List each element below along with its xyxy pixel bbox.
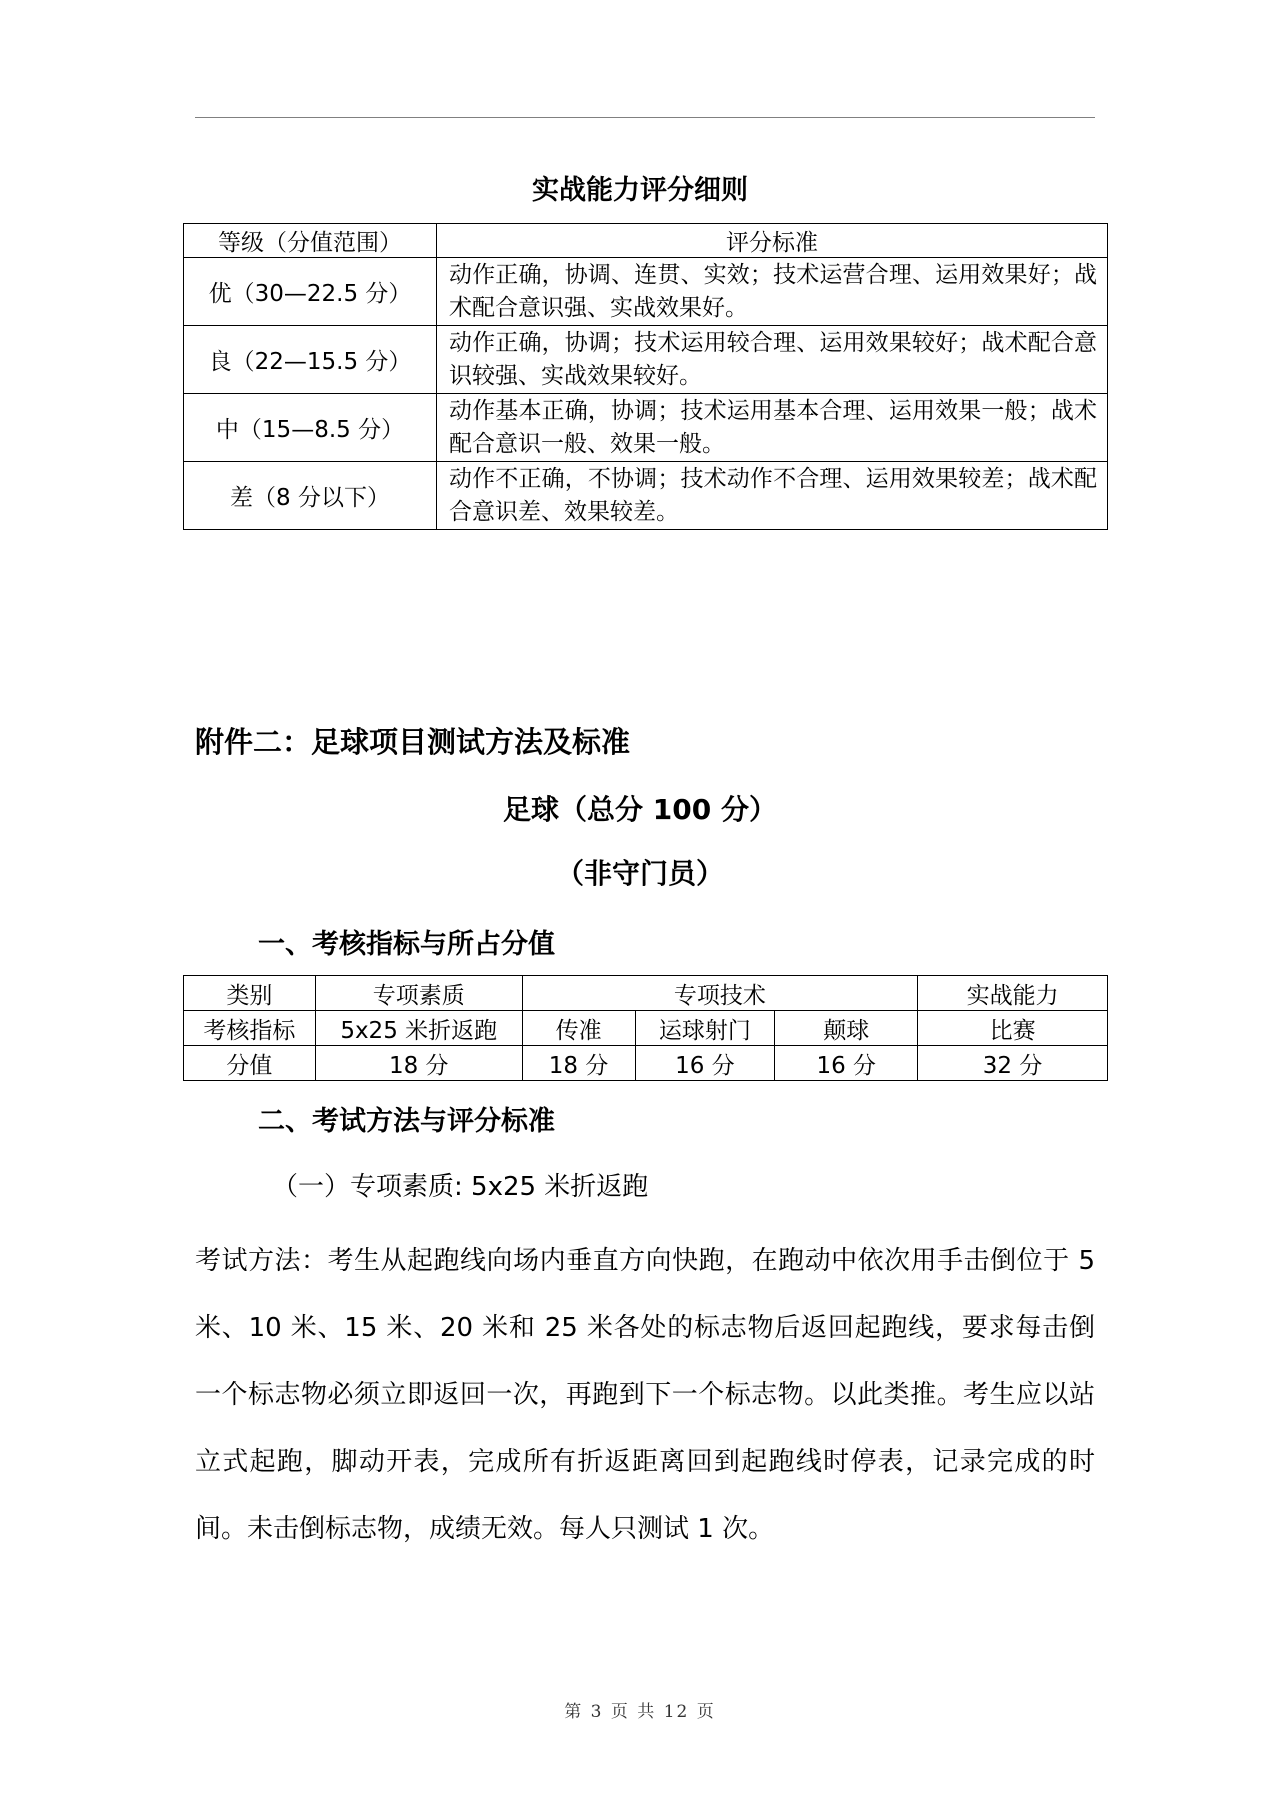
section2-heading: 二、考试方法与评分标准 [258, 1106, 555, 1137]
table-row [184, 326, 1108, 394]
criteria-cell: 动作正确，协调；技术运用较合理、运用效果较好；战术配合意识较强、实战效果较好。 [437, 326, 1108, 394]
grade-cell: 良（22—15.5 分） [184, 326, 437, 394]
score-cell: 32 分 [918, 1046, 1108, 1081]
criteria-cell: 动作基本正确，协调；技术运用基本合理、运用效果一般；战术配合意识一般、效果一般。 [437, 394, 1108, 462]
grade-cell: 中（15—8.5 分） [184, 394, 437, 462]
indicator-cell: 运球射门 [635, 1011, 775, 1046]
attachment-title: 附件二：足球项目测试方法及标准 [195, 725, 631, 759]
score-label-cell: 分值 [184, 1046, 316, 1081]
score-cell: 18 分 [315, 1046, 522, 1081]
table-header-row [184, 224, 1108, 258]
score-cell: 18 分 [522, 1046, 635, 1081]
subsection1-heading: （一）专项素质: 5x25 米折返跑 [272, 1172, 649, 1202]
table-row [184, 258, 1108, 326]
category-cell: 专项素质 [315, 976, 522, 1011]
indicator-cell: 颠球 [775, 1011, 918, 1046]
football-subtitle: （非守门员） [555, 857, 724, 890]
indicator-cell: 传准 [522, 1011, 635, 1046]
page-footer: 第 3 页 共 12 页 [564, 1702, 716, 1722]
indicator-cell: 比赛 [918, 1011, 1108, 1046]
method-paragraph: 考试方法：考生从起跑线向场内垂直方向快跑，在跑动中依次用手击倒位于 5 米、10 米、15 米、20 米和 25 米各处的标志物后返回起跑线，要求每击倒一个标志物必须立即返回一次，再跑到下一个标志物。以此类推。考生应以站立式起跑，脚动开表，完成所有折返距离回到起跑线时停表，记录完成的时间。未击倒标志物，成绩无效。每人只测试 1 次。 [195, 1246, 1095, 1544]
criteria-cell: 动作不正确，不协调；技术动作不合理、运用效果较差；战术配合意识差、效果较差。 [437, 462, 1108, 530]
header-rule [195, 117, 1095, 118]
table-row [184, 1011, 1108, 1046]
header-grade: 等级（分值范围） [184, 224, 437, 258]
criteria-cell: 动作正确，协调、连贯、实效；技术运营合理、运用效果好；战术配合意识强、实战效果好。 [437, 258, 1108, 326]
indicator-table [183, 975, 1108, 1081]
table-row [184, 1046, 1108, 1081]
category-label-cell: 类别 [184, 976, 316, 1011]
table-row [184, 462, 1108, 530]
section1-heading: 一、考核指标与所占分值 [258, 929, 555, 960]
indicator-label-cell: 考核指标 [184, 1011, 316, 1046]
score-cell: 16 分 [775, 1046, 918, 1081]
grade-cell: 优（30—22.5 分） [184, 258, 437, 326]
scoring-table [183, 223, 1108, 530]
scoring-table-title: 实战能力评分细则 [532, 175, 748, 206]
category-cell: 专项技术 [522, 976, 918, 1011]
category-cell: 实战能力 [918, 976, 1108, 1011]
indicator-cell: 5x25 米折返跑 [315, 1011, 522, 1046]
table-row [184, 976, 1108, 1011]
table-row [184, 394, 1108, 462]
header-criteria: 评分标准 [437, 224, 1108, 258]
football-title: 足球（总分 100 分） [503, 793, 777, 826]
score-cell: 16 分 [635, 1046, 775, 1081]
grade-cell: 差（8 分以下） [184, 462, 437, 530]
